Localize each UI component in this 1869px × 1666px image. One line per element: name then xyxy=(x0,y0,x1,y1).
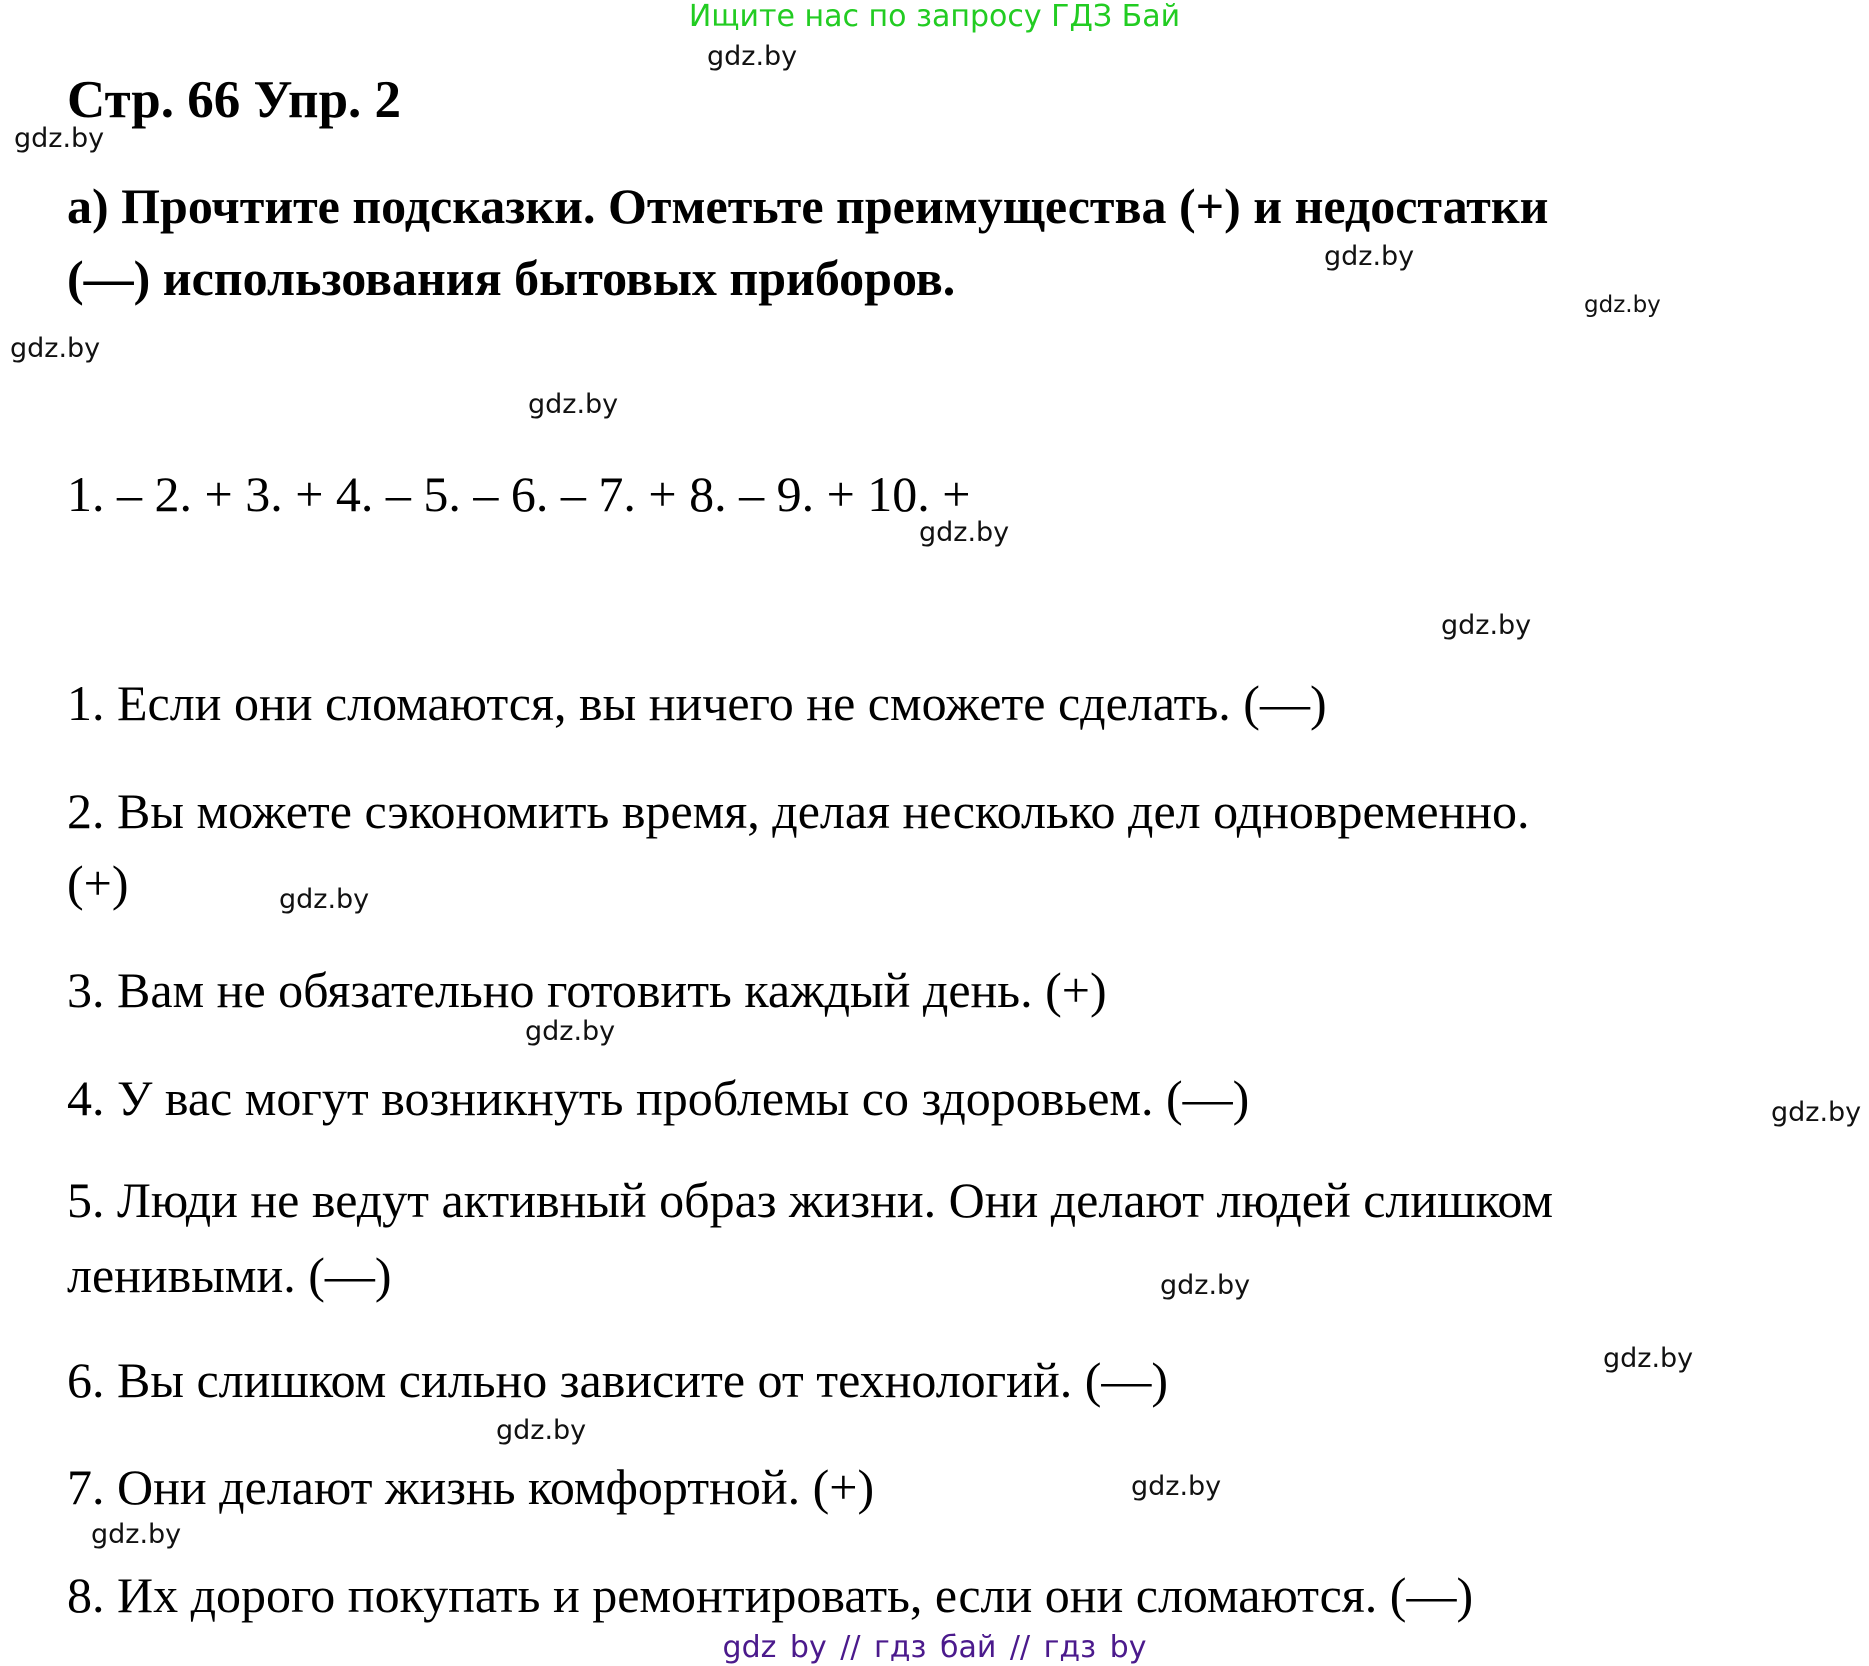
watermark: gdz.by xyxy=(919,517,1010,548)
watermark: gdz.by xyxy=(1603,1343,1694,1374)
answers-summary: 1. – 2. + 3. + 4. – 5. – 6. – 7. + 8. – 9. + 10. + xyxy=(67,466,971,522)
list-item-3: 3. Вам не обязательно готовить каждый день. (+) xyxy=(67,962,1107,1018)
watermark: gdz.by xyxy=(1584,292,1661,318)
watermark: gdz.by xyxy=(279,884,370,915)
watermark: gdz.by xyxy=(1771,1097,1862,1128)
list-item-1: 1. Если они сломаются, вы ничего не сможете сделать. (—) xyxy=(67,675,1327,731)
watermark: gdz.by xyxy=(528,389,619,420)
watermark: gdz.by xyxy=(91,1519,182,1550)
task-line-2: (—) использования бытовых приборов. xyxy=(67,250,956,306)
watermark: gdz.by xyxy=(1131,1471,1222,1502)
search-banner: Ищите нас по запросу ГДЗ Бай xyxy=(688,0,1181,34)
list-item-5-cont: ленивыми. (—) xyxy=(67,1247,392,1303)
list-item-5: 5. Люди не ведут активный образ жизни. Они делают людей слишком xyxy=(67,1172,1554,1228)
list-item-6: 6. Вы слишком сильно зависите от технологий. (—) xyxy=(67,1352,1169,1408)
list-item-2-cont: (+) xyxy=(67,855,129,911)
watermark: gdz.by xyxy=(496,1415,587,1446)
watermark: gdz.by xyxy=(1324,241,1415,272)
watermark: gdz.by xyxy=(1160,1270,1251,1301)
list-item-2: 2. Вы можете сэкономить время, делая несколько дел одновременно. xyxy=(67,783,1530,839)
watermark: gdz.by xyxy=(707,41,798,72)
footer-watermark: gdz by // гдз бай // гдз by xyxy=(722,1630,1147,1665)
list-item-7: 7. Они делают жизнь комфортной. (+) xyxy=(67,1459,875,1515)
watermark: gdz.by xyxy=(10,333,101,364)
task-line-1: а) Прочтите подсказки. Отметьте преимущества (+) и недостатки xyxy=(67,178,1549,234)
list-item-4: 4. У вас могут возникнуть проблемы со здоровьем. (—) xyxy=(67,1070,1250,1126)
watermark: gdz.by xyxy=(525,1016,616,1047)
watermark: gdz.by xyxy=(1441,610,1532,641)
page-title: Стр. 66 Упр. 2 xyxy=(67,71,402,129)
list-item-8: 8. Их дорого покупать и ремонтировать, если они сломаются. (—) xyxy=(67,1567,1474,1623)
watermark: gdz.by xyxy=(14,123,105,154)
